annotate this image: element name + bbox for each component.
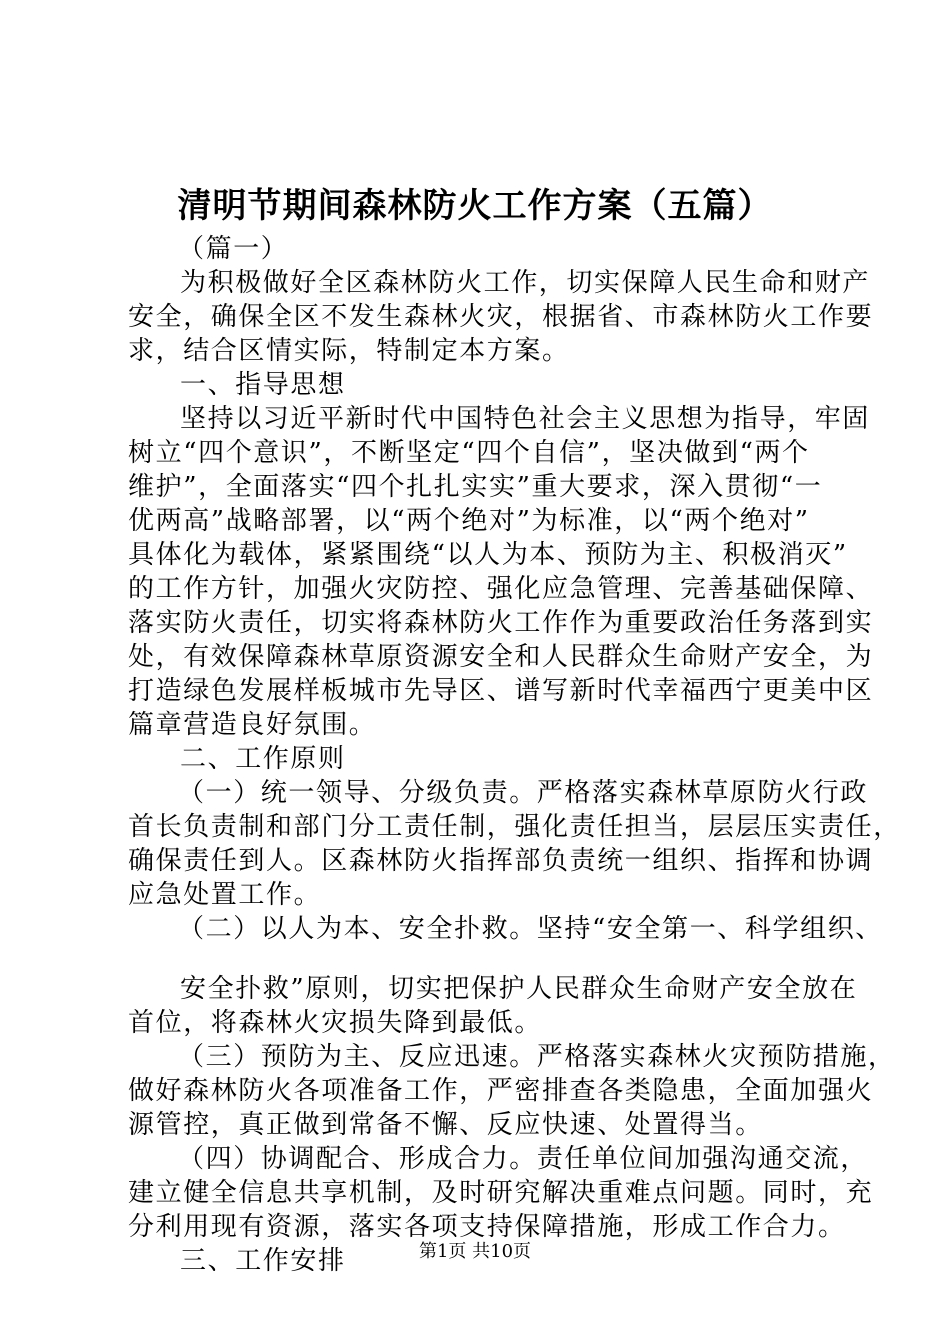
paragraph-line: 应急处置工作。 xyxy=(128,880,322,910)
paragraph-line: 安全，确保全区不发生森林火灾，根据省、市森林防火工作要 xyxy=(128,302,874,332)
paragraph-line: 篇章营造良好氛围。 xyxy=(128,710,377,740)
blank-gap xyxy=(128,946,842,972)
paragraph-line: 打造绿色发展样板城市先导区、谱写新时代幸福西宁更美中区 xyxy=(128,676,874,706)
paragraph-line: 树立“四个意识”，不断坚定“四个自信”，坚决做到“两个 xyxy=(128,438,810,468)
paragraph-line: 求，结合区情实际，特制定本方案。 xyxy=(128,336,570,366)
section-heading: 二、工作原则 xyxy=(180,744,346,774)
section-label: （篇一） xyxy=(178,234,289,264)
paragraph-line: 具体化为载体，紧紧围绕“以人为本、预防为主、积极消灭” xyxy=(128,540,848,570)
paragraph-line: 处，有效保障森林草原资源安全和人民群众生命财产安全，为 xyxy=(128,642,874,672)
section-heading: 三、工作安排 xyxy=(180,1246,346,1276)
paragraph-line: 分利用现有资源，落实各项支持保障措施，形成工作合力。 xyxy=(128,1212,846,1242)
paragraph-line: 首长负责制和部门分工责任制，强化责任担当，层层压实责任， xyxy=(128,812,901,842)
paragraph-line: 做好森林防火各项准备工作，严密排查各类隐患，全面加强火 xyxy=(128,1076,874,1106)
paragraph-line: 建立健全信息共享机制，及时研究解决重难点问题。同时，充 xyxy=(128,1178,874,1208)
paragraph-line: 优两高”战略部署，以“两个绝对”为标准，以“两个绝对” xyxy=(128,506,810,536)
document-title: 清明节期间森林防火工作方案（五篇） xyxy=(177,186,773,226)
paragraph-line: 确保责任到人。区森林防火指挥部负责统一组织、指挥和协调 xyxy=(128,846,874,876)
paragraph-line: 的工作方针，加强火灾防控、强化应急管理、完善基础保障、 xyxy=(128,574,874,604)
section-heading: 一、指导思想 xyxy=(180,370,346,400)
document-body xyxy=(128,232,901,1278)
paragraph-line: （四）协调配合、形成合力。责任单位间加强沟通交流， xyxy=(178,1144,869,1174)
page-number-footer: 第1页 共10页 xyxy=(418,1241,532,1262)
paragraph-line: （一）统一领导、分级负责。严格落实森林草原防火行政 xyxy=(178,778,869,808)
paragraph-line: 维护”，全面落实“四个扎扎实实”重大要求，深入贯彻“一 xyxy=(128,472,823,502)
paragraph-line: 落实防火责任，切实将森林防火工作作为重要政治任务落到实 xyxy=(128,608,874,638)
paragraph-line: 源管控，真正做到常备不懈、反应快速、处置得当。 xyxy=(128,1110,763,1140)
paragraph-line: 坚持以习近平新时代中国特色社会主义思想为指导，牢固 xyxy=(180,404,871,434)
paragraph-line: 为积极做好全区森林防火工作，切实保障人民生命和财产 xyxy=(180,268,871,298)
paragraph-line: （三）预防为主、反应迅速。严格落实森林火灾预防措施， xyxy=(178,1042,896,1072)
paragraph-line: 安全扑救”原则，切实把保护人民群众生命财产安全放在 xyxy=(180,974,858,1004)
paragraph-line: 首位，将森林火灾损失降到最低。 xyxy=(128,1008,543,1038)
paragraph-line: （二）以人为本、安全扑救。坚持“安全第一、科学组织、 xyxy=(178,914,883,944)
